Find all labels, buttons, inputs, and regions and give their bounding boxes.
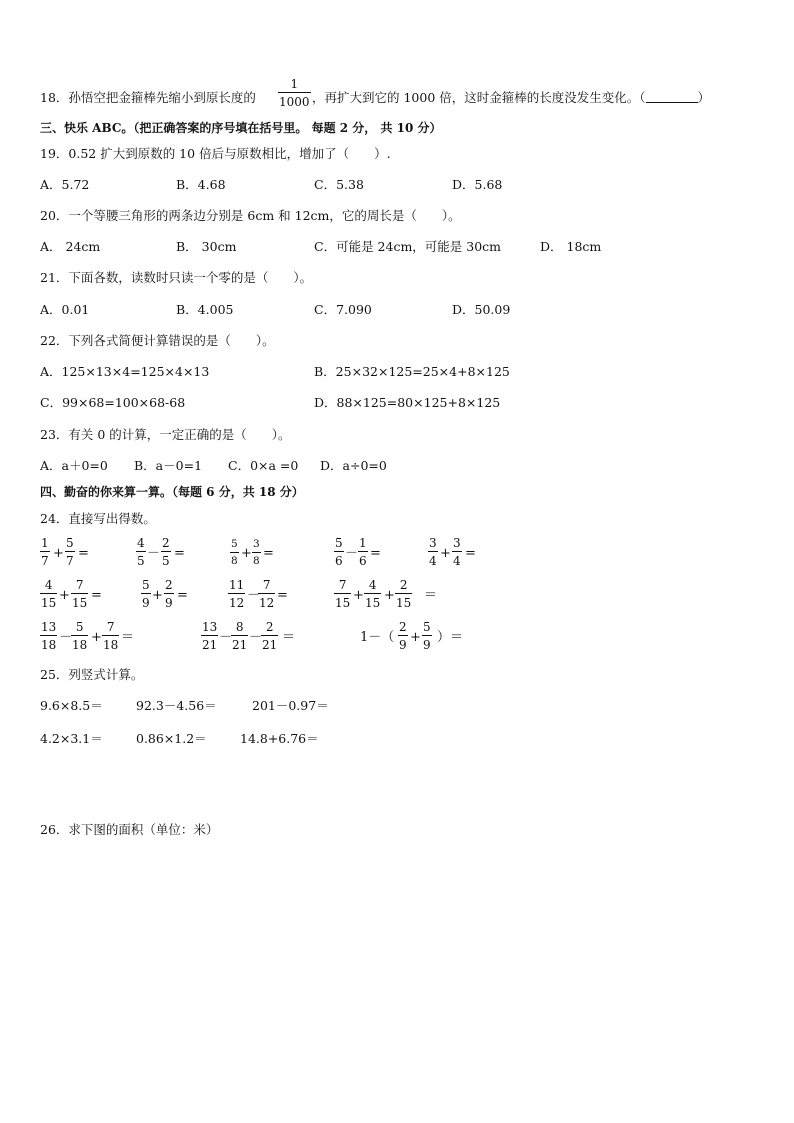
q21-option-d[interactable]: D．50.09	[452, 302, 511, 317]
q22-option-c[interactable]: C．99×68=100×68-68	[40, 395, 186, 410]
q19-option-d[interactable]: D．5.68	[452, 177, 503, 192]
equals-sign: ＝	[282, 630, 296, 645]
q22-option-d[interactable]: D．88×125=80×125+8×125	[314, 395, 501, 410]
fraction: 1 6	[359, 536, 367, 568]
q18-fraction	[278, 78, 311, 108]
q18-frac-den: 1000	[279, 95, 310, 109]
fraction: 2 21	[262, 620, 278, 652]
fraction: 3 4	[429, 536, 437, 568]
q23-stem: 23．有关 0 的计算，一定正确的是（ ）。	[40, 427, 291, 442]
fraction: 5 9	[142, 578, 150, 610]
q20-option-c[interactable]: C．可能是 24cm，可能是 30cm	[314, 239, 502, 254]
q20-option-a[interactable]: A． 24cm	[40, 239, 101, 254]
section4-heading: 四、勤奋的你来算一算。（每题 6 分，共 18 分）	[40, 485, 304, 499]
operator: +	[241, 546, 252, 561]
q23-option-a[interactable]: A．a＋0=0	[40, 458, 108, 473]
operator: －	[247, 588, 261, 603]
operator: +	[384, 588, 395, 603]
q25-expr-6: 14.8+6.76＝	[240, 731, 319, 746]
fraction: 4 15	[365, 578, 381, 610]
equals-sign: =	[91, 588, 102, 603]
suffix: ）＝	[437, 630, 464, 645]
operator: +	[91, 630, 102, 645]
fraction: 2 15	[396, 578, 412, 610]
fraction: 4 15	[41, 578, 57, 610]
fraction: 2 5	[162, 536, 170, 568]
fraction: 11 12	[229, 578, 245, 610]
q21-stem: 21．下面各数，读数时只读一个零的是（ ）。	[40, 270, 313, 285]
operator: +	[410, 630, 421, 645]
q22-stem: 22．下列各式简便计算错误的是（ ）。	[40, 333, 275, 348]
fraction: 7 18	[103, 620, 119, 652]
operator: +	[152, 588, 163, 603]
fraction: 7 15	[72, 578, 88, 610]
q25-expr-2: 92.3－4.56＝	[136, 698, 217, 713]
q21-option-c[interactable]: C．7.090	[314, 302, 372, 317]
q25-expr-1: 9.6×8.5＝	[40, 698, 103, 713]
fraction: 13 21	[202, 620, 218, 652]
operator: －	[249, 630, 263, 645]
section3-heading: 三、快乐 ABC。（把正确答案的序号填在括号里。 每题 2 分， 共 10 分）	[40, 121, 442, 135]
fraction: 3 4	[453, 536, 461, 568]
operator: +	[59, 588, 70, 603]
q18-stem	[40, 92, 256, 105]
prefix: 1－（	[360, 630, 395, 645]
q19-option-c[interactable]: C．5.38	[314, 177, 364, 192]
fraction: 2 9	[165, 578, 173, 610]
q21-option-b[interactable]: B．4.005	[176, 302, 234, 317]
operator: －	[219, 630, 233, 645]
equals-sign: ＝	[121, 630, 135, 645]
fraction: 8 21	[232, 620, 248, 652]
fraction: 2 9	[399, 620, 407, 652]
q18-answer-blank[interactable]	[646, 92, 698, 103]
equals-sign: =	[465, 546, 476, 561]
q21-option-a[interactable]: A．0.01	[40, 302, 90, 317]
fraction: 1 7	[41, 536, 49, 568]
equals-sign: =	[277, 588, 288, 603]
operator: +	[53, 546, 64, 561]
fraction: 7 12	[259, 578, 275, 610]
q20-option-b[interactable]: B． 30cm	[176, 239, 237, 254]
fraction: 13 18	[41, 620, 57, 652]
q20-option-d[interactable]: D． 18cm	[540, 239, 602, 254]
q25-stem: 25．列竖式计算。	[40, 667, 144, 682]
q24-stem: 24．直接写出得数。	[40, 511, 156, 526]
q25-expr-4: 4.2×3.1＝	[40, 731, 103, 746]
fraction: 5 18	[72, 620, 88, 652]
q18-text-after: ，再扩大到它的 1000 倍，这时金箍棒的长度没发生变化。（	[312, 90, 646, 105]
q18-stem-cont	[312, 92, 710, 105]
q18-frac-num: 1	[290, 77, 299, 91]
fraction: 5 9	[423, 620, 431, 652]
q19-stem: 19．0.52 扩大到原数的 10 倍后与原数相比，增加了（ ）.	[40, 146, 391, 161]
equals-sign: =	[78, 546, 89, 561]
q18-text-before: 18．孙悟空把金箍棒先缩小到原长度的	[40, 90, 256, 105]
fraction: 5 8	[231, 538, 238, 567]
equals-sign: =	[174, 546, 185, 561]
equals-sign: =	[263, 546, 274, 561]
operator: －	[59, 630, 73, 645]
q20-stem: 20．一个等腰三角形的两条边分别是 6cm 和 12cm，它的周长是（ ）。	[40, 208, 461, 223]
fraction: 7 15	[335, 578, 351, 610]
fraction: 5 6	[335, 536, 343, 568]
q25-expr-3: 201－0.97＝	[252, 698, 329, 713]
equals-sign: ＝	[424, 588, 438, 603]
fraction: 3 8	[253, 538, 260, 567]
operator: －	[345, 546, 359, 561]
q18-close: ）	[697, 90, 711, 105]
q23-option-d[interactable]: D．a÷0=0	[320, 458, 387, 473]
q19-option-b[interactable]: B．4.68	[176, 177, 226, 192]
fraction: 5 7	[66, 536, 74, 568]
fraction: 4 5	[137, 536, 145, 568]
operator: +	[353, 588, 364, 603]
q25-expr-5: 0.86×1.2＝	[136, 731, 207, 746]
q23-option-b[interactable]: B．a－0=1	[134, 458, 203, 473]
q23-option-c[interactable]: C．0×a =0	[228, 458, 299, 473]
q26-stem: 26．求下图的面积（单位：米）	[40, 822, 219, 837]
equals-sign: =	[177, 588, 188, 603]
q19-option-a[interactable]: A．5.72	[40, 177, 90, 192]
operator: －	[147, 546, 161, 561]
equals-sign: =	[370, 546, 381, 561]
q22-option-a[interactable]: A．125×13×4=125×4×13	[40, 364, 210, 379]
q22-option-b[interactable]: B．25×32×125=25×4+8×125	[314, 364, 510, 379]
operator: +	[440, 546, 451, 561]
